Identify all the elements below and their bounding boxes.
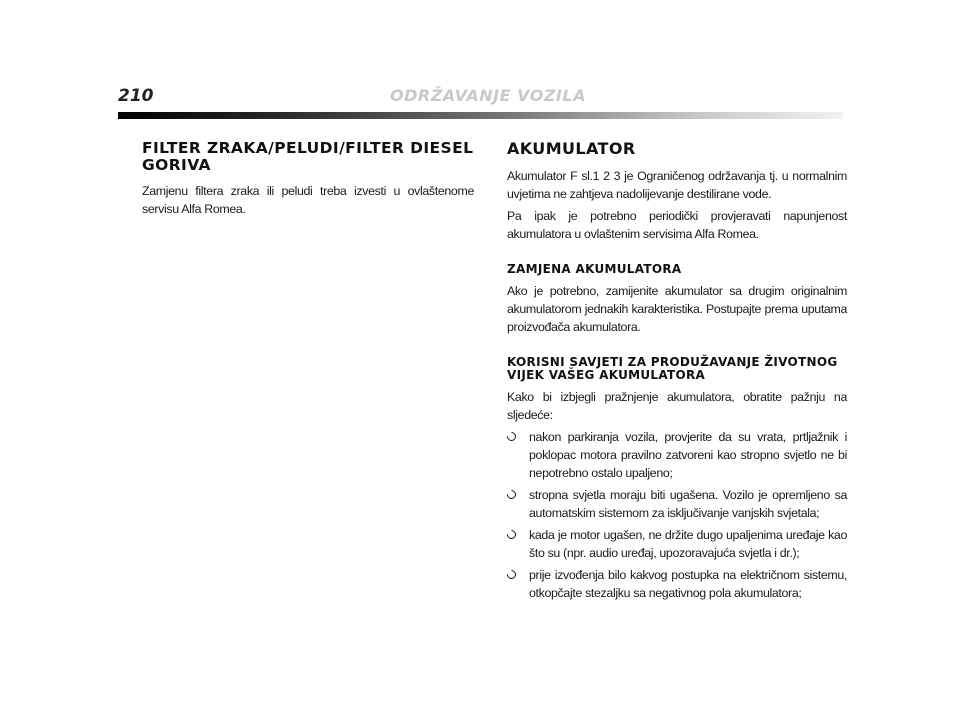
list-item-text: kada je motor ugašen, ne držite dugo upaljenima uređaje kao što su (npr. audio uređaj, upozoravajuća svjetla i dr.); (529, 528, 847, 560)
list-item (507, 526, 847, 562)
crescent-bullet-icon (505, 568, 518, 581)
battery-check-paragraph: Pa ipak je potrebno periodički provjeravati napunjenost akumulatora u ovlaštenim servisima Alfa Romea. (507, 209, 847, 241)
air-filter-heading: FILTER ZRAKA/PELUDI/FILTER DIESEL GORIVA (142, 139, 474, 174)
battery-replacement-heading: ZAMJENA AKUMULATORA (507, 262, 682, 276)
list-item-text: prije izvođenja bilo kakvog postupka na električnom sistemu, otkopčajte stezaljku sa negativnog pola akumulatora; (529, 568, 847, 600)
battery-replacement-paragraph: Ako je potrebno, zamijenite akumulator sa drugim originalnim akumulatorom jednakih karakteristika. Postupajte prema uputama proizvođača akumulatora. (507, 284, 847, 334)
list-item (507, 566, 847, 602)
header-rule (118, 112, 843, 119)
spacer (507, 247, 847, 263)
battery-heading: AKUMULATOR (507, 139, 636, 158)
battery-tips-list (507, 428, 847, 602)
air-filter-paragraph: Zamjenu filtera zraka ili peludi treba izvesti u ovlaštenome servisu Alfa Romea. (142, 184, 474, 216)
battery-tips-intro: Kako bi izbjegli pražnjenje akumulatora, obratite pažnju na sljedeće: (507, 390, 847, 422)
running-head-title: ODRŽAVANJE VOZILA (390, 86, 586, 105)
crescent-bullet-icon (505, 528, 518, 541)
crescent-bullet-icon (505, 488, 518, 501)
left-column (142, 140, 474, 222)
battery-tips-heading: KORISNI SAVJETI ZA PRODUŽAVANJE ŽIVOTNOG VIJEK VAŠEG AKUMULATORA (507, 355, 838, 382)
battery-intro-paragraph: Akumulator F sl.1 2 3 je Ograničenog održavanja tj. u normalnim uvjetima ne zahtjeva nadolijevanje destilirane vode. (507, 169, 847, 201)
list-item-text: stropna svjetla moraju biti ugašena. Vozilo je opremljeno sa automatskim sistemom za isključivanje vanjskih svjetala; (529, 488, 847, 520)
list-item (507, 486, 847, 522)
list-item (507, 428, 847, 482)
right-column (507, 140, 847, 606)
list-item-text: nakon parkiranja vozila, provjerite da su vrata, prtljažnik i poklopac motora pravilno zatvoreni kao stropno svjetlo ne bi nepotrebno ostalo upaljeno; (529, 430, 847, 480)
page-number: 210 (118, 86, 154, 106)
crescent-bullet-icon (505, 430, 518, 443)
spacer (507, 340, 847, 356)
